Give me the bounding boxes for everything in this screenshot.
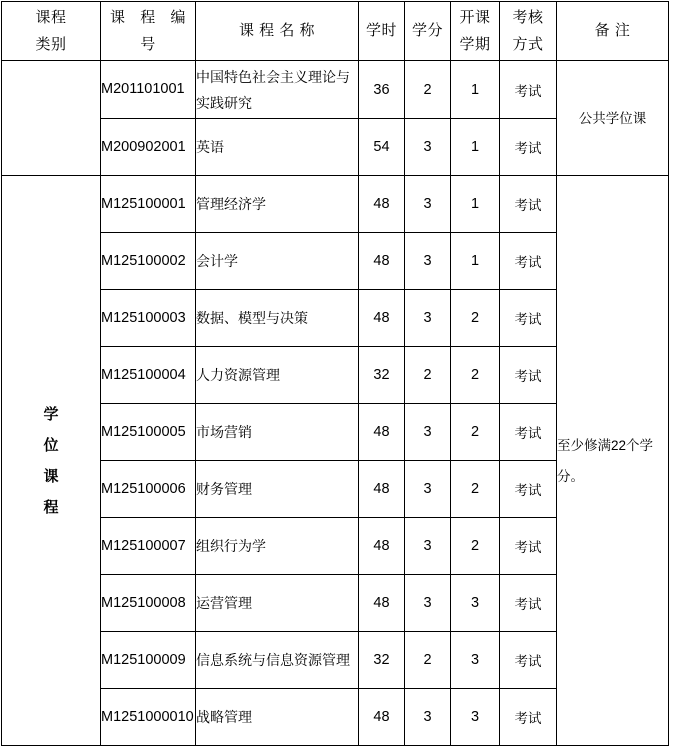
course-hours: 54 xyxy=(359,119,405,176)
course-credits: 3 xyxy=(405,233,451,290)
course-exam: 考试 xyxy=(500,518,557,575)
header-remark: 备 注 xyxy=(557,2,669,61)
header-course-category: 课程 类别 xyxy=(2,2,101,61)
course-credits: 3 xyxy=(405,290,451,347)
table-row xyxy=(2,61,669,119)
course-credits: 3 xyxy=(405,518,451,575)
header-credits: 学分 xyxy=(405,2,451,61)
category-cell-degree-courses xyxy=(2,176,101,746)
course-exam: 考试 xyxy=(500,233,557,290)
header-class-hours: 学时 xyxy=(359,2,405,61)
course-credits: 3 xyxy=(405,461,451,518)
course-hours: 48 xyxy=(359,575,405,632)
course-name: 市场营销 xyxy=(196,404,359,461)
header-row xyxy=(2,2,669,61)
course-term: 2 xyxy=(451,404,500,461)
course-code: M125100007 xyxy=(101,518,196,575)
table-body xyxy=(2,61,669,746)
course-credits: 2 xyxy=(405,347,451,404)
course-name: 会计学 xyxy=(196,233,359,290)
course-hours: 48 xyxy=(359,461,405,518)
course-plan-table xyxy=(1,1,669,746)
course-name: 中国特色社会主义理论与实践研究 xyxy=(196,61,359,119)
course-term: 2 xyxy=(451,347,500,404)
course-exam: 考试 xyxy=(500,61,557,119)
course-exam: 考试 xyxy=(500,632,557,689)
course-exam: 考试 xyxy=(500,404,557,461)
course-exam: 考试 xyxy=(500,347,557,404)
course-code: M125100008 xyxy=(101,575,196,632)
course-code: M125100004 xyxy=(101,347,196,404)
course-exam: 考试 xyxy=(500,689,557,746)
course-hours: 48 xyxy=(359,518,405,575)
course-name: 财务管理 xyxy=(196,461,359,518)
course-name: 战略管理 xyxy=(196,689,359,746)
course-credits: 2 xyxy=(405,61,451,119)
course-hours: 36 xyxy=(359,61,405,119)
course-code: M201101001 xyxy=(101,61,196,119)
course-exam: 考试 xyxy=(500,119,557,176)
header-course-code: 课 程 编 号 xyxy=(101,2,196,61)
header-assessment-method: 考核 方式 xyxy=(500,2,557,61)
course-exam: 考试 xyxy=(500,176,557,233)
table-row xyxy=(2,176,669,233)
course-code: M1251000010 xyxy=(101,689,196,746)
course-credits: 3 xyxy=(405,119,451,176)
course-term: 1 xyxy=(451,233,500,290)
course-term: 2 xyxy=(451,518,500,575)
course-term: 3 xyxy=(451,632,500,689)
course-term: 2 xyxy=(451,461,500,518)
category-cell-public xyxy=(2,61,101,176)
course-hours: 32 xyxy=(359,632,405,689)
category-label-vertical: 学 位 课 程 xyxy=(43,405,59,516)
table-header xyxy=(2,2,669,61)
course-plan-sheet xyxy=(0,1,673,751)
course-code: M125100005 xyxy=(101,404,196,461)
course-name: 运营管理 xyxy=(196,575,359,632)
course-name: 人力资源管理 xyxy=(196,347,359,404)
course-name: 英语 xyxy=(196,119,359,176)
course-hours: 48 xyxy=(359,404,405,461)
course-term: 1 xyxy=(451,119,500,176)
course-hours: 32 xyxy=(359,347,405,404)
course-hours: 48 xyxy=(359,233,405,290)
course-term: 2 xyxy=(451,290,500,347)
course-term: 1 xyxy=(451,61,500,119)
course-exam: 考试 xyxy=(500,575,557,632)
course-name: 管理经济学 xyxy=(196,176,359,233)
course-term: 1 xyxy=(451,176,500,233)
remark-cell-public: 公共学位课 xyxy=(557,61,669,176)
course-exam: 考试 xyxy=(500,461,557,518)
course-hours: 48 xyxy=(359,689,405,746)
header-start-term: 开课 学期 xyxy=(451,2,500,61)
course-term: 3 xyxy=(451,689,500,746)
course-credits: 3 xyxy=(405,575,451,632)
course-credits: 3 xyxy=(405,404,451,461)
course-credits: 2 xyxy=(405,632,451,689)
course-code: M125100006 xyxy=(101,461,196,518)
course-code: M125100009 xyxy=(101,632,196,689)
course-term: 3 xyxy=(451,575,500,632)
course-hours: 48 xyxy=(359,176,405,233)
course-name: 数据、模型与决策 xyxy=(196,290,359,347)
course-hours: 48 xyxy=(359,290,405,347)
course-credits: 3 xyxy=(405,176,451,233)
course-code: M125100001 xyxy=(101,176,196,233)
remark-cell-degree-courses: 至少修满22个学分。 xyxy=(557,176,669,746)
course-code: M125100002 xyxy=(101,233,196,290)
course-code: M125100003 xyxy=(101,290,196,347)
course-name: 组织行为学 xyxy=(196,518,359,575)
course-credits: 3 xyxy=(405,689,451,746)
course-name: 信息系统与信息资源管理 xyxy=(196,632,359,689)
header-course-name: 课 程 名 称 xyxy=(196,2,359,61)
course-code: M200902001 xyxy=(101,119,196,176)
course-exam: 考试 xyxy=(500,290,557,347)
